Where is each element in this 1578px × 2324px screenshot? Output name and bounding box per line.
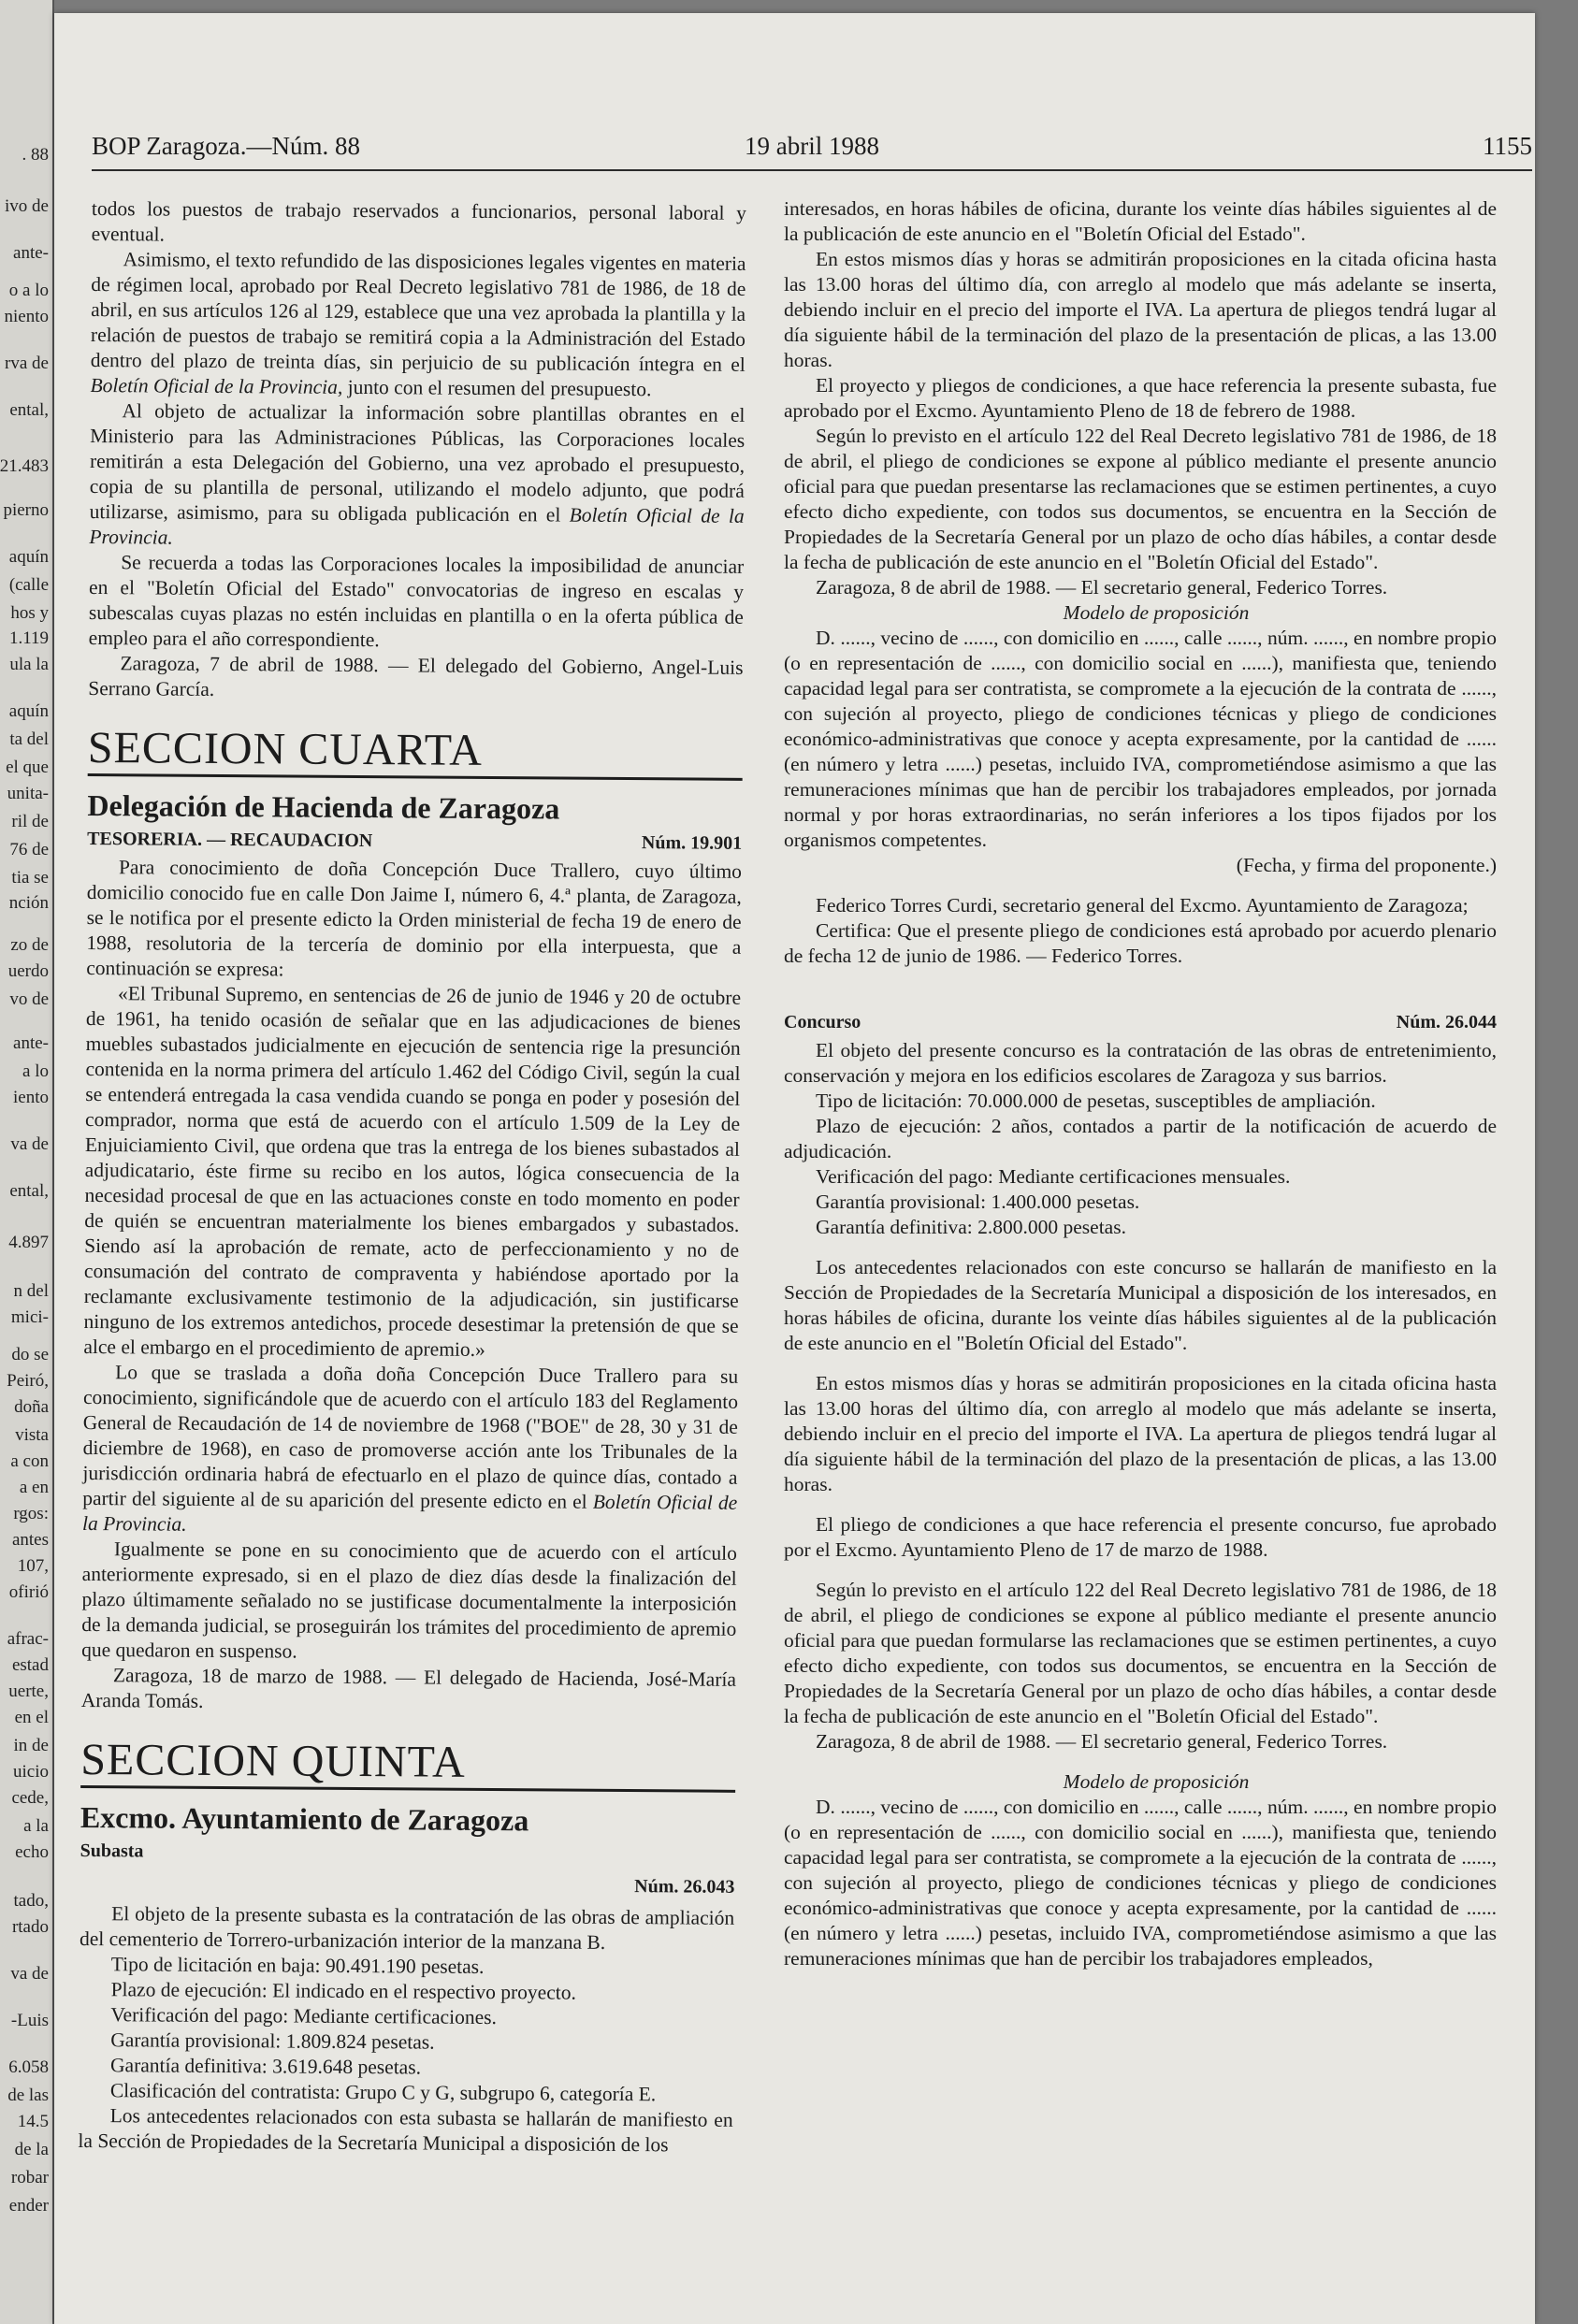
page-number: 1155 bbox=[1483, 132, 1532, 160]
left-column bbox=[78, 196, 746, 2158]
paragraph: El objeto del presente concurso es la contratación de las obras de entretenimiento, conservación y mejora en los edificios escolares de Zaragoza y sus barrios. bbox=[784, 1039, 1497, 1087]
paragraph: Asimismo, el texto refundido de las disposiciones legales vigentes en materia de régimen local, aprobado por Real Decreto legislativo 781 de 1986, de 18 de abril, en sus artículos 126 al 129, establece que una vez aprobada la plantilla y la relación de puestos de trabajo se remitirá copia a la Administración del Estado dentro del plazo de treinta días, sin perjuicio de su publicación íntegra en el Boletín Oficial de la Provincia, junto con el resumen del presupuesto. bbox=[90, 248, 746, 401]
margin-fragment: niento bbox=[4, 307, 49, 326]
paragraph: Según lo previsto en el artículo 122 del Real Decreto legislativo 781 de 1986, de 18 de abril, el pliego de condiciones se expone al público mediante el presente anuncio oficial para que puedan formularse las reclamaciones que se estimen pertinentes, a cuyo efecto dicho expediente, con todos sus documentos, se encuentra en la Sección de Propiedades de la Secretaría General por un plazo de ocho días hábiles, a contar desde la fecha de publicación de este anuncio en el "Boletín Oficial del Estado". bbox=[784, 1579, 1497, 1727]
margin-fragment: ril de bbox=[11, 812, 49, 831]
paragraph: Garantía provisional: 1.809.824 pesetas. bbox=[110, 2028, 435, 2054]
margin-fragment: ental, bbox=[9, 400, 49, 420]
margin-fragment: 21.483 bbox=[0, 456, 49, 476]
announcement-number: Núm. 26.043 bbox=[634, 1876, 735, 1898]
signature-line: Zaragoza, 18 de marzo de 1988. — El delegado de Hacienda, José-María Aranda Tomás. bbox=[80, 1664, 737, 1712]
margin-fragment: ental, bbox=[9, 1181, 49, 1201]
header-date: 19 abril 1988 bbox=[745, 132, 879, 160]
margin-fragment: tia se bbox=[11, 868, 49, 888]
subheading: TESORERIA. — RECAUDACION bbox=[87, 828, 373, 852]
signature-line: Zaragoza, 8 de abril de 1988. — El secretario general, Federico Torres. bbox=[816, 576, 1388, 599]
margin-fragment: ante- bbox=[13, 1033, 49, 1053]
section-heading-quinta: SECCION QUINTA bbox=[80, 1736, 735, 1793]
margin-fragment: a con bbox=[10, 1451, 49, 1471]
organization-heading: Excmo. Ayuntamiento de Zaragoza bbox=[80, 1799, 529, 1838]
margin-fragment: aquín bbox=[8, 701, 49, 721]
subheading: Subasta bbox=[80, 1840, 144, 1862]
subheading-line bbox=[80, 1839, 735, 1871]
paragraph: Se recuerda a todas las Corporaciones locales la imposibilidad de anunciar en el "Boletín Oficial del Estado" convocatorias de ingreso en escalas y subescalas cuyas plazas no estén incluidas en plantilla o en la oferta pública de empleo para el año correspondiente. bbox=[88, 551, 745, 652]
paragraph: Certifica: Que el presente pliego de condiciones está aprobado por acuerdo plenario de fecha 12 de junio de 1986. — Federico Torres. bbox=[784, 919, 1497, 967]
margin-fragment: el que bbox=[6, 758, 49, 777]
paragraph: Garantía definitiva: 3.619.648 pesetas. bbox=[109, 2054, 422, 2079]
paragraph: Para conocimiento de doña Concepción Duce Trallero, cuyo último domicilio conocido fue en calle Don Jaime I, número 6, 4.ª planta, de Zaragoza, se le notifica por el presente edicto la Orden ministerial de fecha 19 de enero de 1988, resolutoria de la tercería de dominio por ella interpuesta, que a continuación se expresa: bbox=[86, 856, 743, 981]
margin-fragment: 6.058 bbox=[8, 2057, 49, 2077]
margin-fragment: ofirió bbox=[8, 1582, 49, 1602]
paragraph: D. ......, vecino de ......, con domicilio en ......, calle ......, núm. ......, en nombre propio (o en representación de ......, con domicilio social en ......), manifiesta que, teniendo capacidad legal para ser contratista, se compromete a la ejecución de la contrata de ......, con sujeción al proyecto, pliego de condiciones técnicas y pliego de condiciones económico-administrativas que conoce y acepta expresamente, por la cantidad de ...... (en número y letra ......) pesetas, incluido IVA, comprometiéndose asimismo a que las remuneraciones mínimas que han de percibir los trabajadores empleados, por jornada normal y por horas extraordinarias, no serán inferiores a los tipos fijados por los organismos competentes. bbox=[784, 627, 1497, 851]
model-heading: Modelo de proposición bbox=[1063, 601, 1250, 624]
margin-fragment: Peiró, bbox=[7, 1371, 49, 1391]
margin-fragment: unita- bbox=[7, 784, 49, 803]
margin-fragment: 4.897 bbox=[8, 1233, 49, 1252]
margin-fragment: estad bbox=[11, 1655, 49, 1675]
paragraph: Plazo de ejecución: 2 años, contados a partir de la notificación de acuerdo de adjudicación. bbox=[784, 1115, 1497, 1162]
margin-fragment: afrac- bbox=[7, 1629, 49, 1649]
signature-placeholder: (Fecha, y firma del proponente.) bbox=[1236, 854, 1497, 876]
paragraph: Plazo de ejecución: El indicado en el respectivo proyecto. bbox=[110, 1978, 576, 2004]
margin-fragment: uerte, bbox=[8, 1682, 49, 1701]
document-page bbox=[54, 13, 1535, 2324]
margin-fragment: ta del bbox=[9, 729, 49, 749]
paragraph: Federico Torres Curdi, secretario general del Excmo. Ayuntamiento de Zaragoza; bbox=[816, 894, 1469, 917]
margin-fragment: -Luis bbox=[10, 2011, 49, 2030]
paragraph: Al objeto de actualizar la información sobre plantillas obrantes en el Ministerio para las Administraciones Públicas, las Corporaciones locales remitirán a esta Delegación del Gobierno, una vez aprobado el presupuesto, copia de su plantilla de personal, utilizando el modelo adjunto, que podrá utilizarse, asimismo, para su obligada publicación en el Boletín Oficial de la Provincia. bbox=[89, 399, 746, 549]
margin-fragment: de las bbox=[7, 2086, 49, 2105]
margin-fragment: 14.5 bbox=[17, 2112, 49, 2131]
paragraph: En estos mismos días y horas se admitirán proposiciones en la citada oficina hasta las 13.00 horas del último día, con arreglo al modelo que más adelante se inserta, debiendo incluir en el precio del importe el IVA. La apertura de pliegos tendrá lugar al día siguiente hábil de la terminación del plazo de la presentación de plicas, a las 13.00 horas. bbox=[784, 1372, 1497, 1495]
margin-fragment: mici- bbox=[10, 1307, 49, 1327]
paragraph: Tipo de licitación: 70.000.000 de pesetas, susceptibles de ampliación. bbox=[816, 1090, 1376, 1112]
margin-fragment: iento bbox=[13, 1088, 49, 1107]
subheading-line bbox=[784, 1010, 1497, 1038]
section-heading-cuarta: SECCION CUARTA bbox=[88, 724, 743, 781]
subheading: Concurso bbox=[784, 1012, 861, 1032]
paragraph: Igualmente se pone en su conocimiento que de acuerdo con el artículo anteriormente expresado, si en el plazo de diez días desde la finalización del plazo últimamente señalado no se justificase documentalmente la interposición de la demanda judicial, se proseguirán los trámites del procedimiento de apremio que quedaron en suspenso. bbox=[81, 1537, 737, 1663]
subheading-line bbox=[87, 827, 742, 859]
margin-fragment: hos y bbox=[10, 603, 49, 623]
margin-fragment: n del bbox=[13, 1281, 49, 1301]
margin-fragment: vo de bbox=[9, 989, 49, 1009]
margin-fragment: vista bbox=[15, 1425, 49, 1445]
paragraph: Tipo de licitación en baja: 90.491.190 pesetas. bbox=[110, 1953, 485, 1978]
paragraph: D. ......, vecino de ......, con domicilio en ......, calle ......, núm. ......, en nombre propio (o en representación de ......, con domicilio social en ......), manifiesta que, teniendo capacidad legal para ser contratista, se compromete a la ejecución de la contrata de ......, con sujeción al proyecto, pliego de condiciones técnicas y pliego de condiciones económico-administrativas que conoce y acepta expresamente, por la cantidad de ...... (en número y letra ......) pesetas, incluido IVA, comprometiéndose asimismo a que las remuneraciones mínimas que han de percibir los trabajadores empleados, bbox=[784, 1796, 1497, 1970]
margin-fragment: a en bbox=[19, 1478, 49, 1497]
margin-fragment: . 88 bbox=[22, 145, 49, 165]
margin-fragment: robar bbox=[10, 2168, 49, 2187]
signature-line: Zaragoza, 8 de abril de 1988. — El secretario general, Federico Torres. bbox=[816, 1730, 1388, 1753]
margin-fragment: (calle bbox=[8, 575, 49, 595]
margin-fragment: do se bbox=[11, 1345, 49, 1364]
announcement-number: Núm. 19.901 bbox=[641, 832, 743, 854]
page-header bbox=[92, 132, 1532, 171]
margin-fragment: antes bbox=[11, 1530, 49, 1550]
margin-fragment: pierno bbox=[3, 500, 49, 520]
margin-fragment: 76 de bbox=[9, 840, 49, 859]
margin-fragment: uerdo bbox=[7, 961, 49, 981]
paragraph: Según lo previsto en el artículo 122 del Real Decreto legislativo 781 de 1986, de 18 de abril, el pliego de condiciones se expone al público mediante el presente anuncio oficial para que puedan presentarse las reclamaciones que se estimen pertinentes, a cuyo efecto dicho expediente, con todos sus documentos, se encuentra en la Sección de Propiedades de la Secretaría General por un plazo de ocho días hábiles, a contar desde la fecha de publicación de este anuncio en el "Boletín Oficial del Estado". bbox=[784, 425, 1497, 573]
margin-fragment: cede, bbox=[11, 1788, 49, 1808]
paragraph: El objeto de la presente subasta es la contratación de las obras de ampliación del cementerio de Torrero-urbanización interior de la manzana B. bbox=[79, 1902, 735, 1954]
paragraph: Lo que se traslada a doña doña Concepción Duce Trallero para su conocimiento, significándole que de acuerdo con el artículo 183 del Reglamento General de Recaudación de 14 de noviembre de 1968 ("BOE" de 28, 30 y 31 de diciembre de 1968), en caso de promoverse acción ante los Tribunales de la jurisdicción ordinaria habrá de efectuarlo en el plazo de quince días, contado a partir del siguiente al de su aparición del presente edicto en el Boletín Oficial de la Provincia. bbox=[82, 1361, 739, 1536]
margin-fragment: 1.119 bbox=[8, 628, 49, 648]
margin-fragment: rtado bbox=[11, 1917, 49, 1937]
paragraph: Verificación del pago: Mediante certificaciones. bbox=[110, 2003, 498, 2029]
paragraph: El pliego de condiciones a que hace referencia el presente concurso, fue aprobado por el Excmo. Ayuntamiento Pleno de 17 de marzo de 1988. bbox=[784, 1513, 1497, 1561]
signature-line: Zaragoza, 7 de abril de 1988. — El delegado del Gobierno, Angel-Luis Serrano García. bbox=[88, 652, 744, 700]
organization-heading: Delegación de Hacienda de Zaragoza bbox=[87, 787, 560, 826]
paragraph: Los antecedentes relacionados con esta subasta se hallarán de manifiesto en la Sección de Propiedades de la Secretaría Municipal a disposición de los bbox=[78, 2104, 733, 2157]
margin-fragment: ante- bbox=[13, 243, 49, 263]
margin-fragment: va de bbox=[10, 1134, 49, 1154]
margin-fragment: a la bbox=[23, 1816, 49, 1836]
model-heading: Modelo de proposición bbox=[1063, 1770, 1250, 1793]
margin-fragment: tado, bbox=[13, 1891, 49, 1911]
margin-fragment: en el bbox=[14, 1708, 49, 1727]
paragraph: Garantía provisional: 1.400.000 pesetas. bbox=[816, 1191, 1140, 1213]
paragraph: «El Tribunal Supremo, en sentencias de 26 de junio de 1946 y 20 de octubre de 1961, ha tenido ocasión de señalar que en las adjudicaciones de bienes muebles subastados judicialmente en ejecución de sentencia rige la presunción contenida en la norma primera del artículo 1.462 del Código Civil, según la cual se entenderá entregada la casa vendida cuando se ponga en poder y posesión del comprador, norma que está de acuerdo con el artículo 1.509 de la Ley de Enjuiciamiento Civil, que ordena que tras la entrega de los bienes subastados al adjudicatario, éste firme su recibo en los autos, lógica consecuencia de la necesidad procesal de que en las actuaciones conste en todo momento en poder de quién se encuentran materialmente los bienes embargados y subastados. Siendo así la aprobación de remate, acto de perfeccionamiento y no de consumación del contrato de compraventa y habiéndose aportado por la reclamante exclusivamente testimonio de la adjudicación, sin justificarse ninguno de los extremos antedichos, procede desestimar la pretensión de que se alce el embargo en el procedimiento de apremio.» bbox=[83, 982, 742, 1361]
adjacent-page-margin bbox=[0, 0, 54, 2324]
paragraph: En estos mismos días y horas se admitirán proposiciones en la citada oficina hasta las 13.00 horas del último día, con arreglo al modelo que más adelante se inserta, debiendo incluir en el precio del importe el IVA. La apertura de pliegos tendrá lugar al día siguiente hábil de la terminación del plazo de la presentación de plicas, a las 13.00 horas. bbox=[784, 248, 1497, 371]
margin-fragment: ender bbox=[8, 2196, 49, 2216]
margin-fragment: 107, bbox=[17, 1556, 49, 1576]
paragraph: Verificación del pago: Mediante certificaciones mensuales. bbox=[816, 1165, 1291, 1188]
right-column bbox=[784, 196, 1497, 1971]
paragraph: todos los puestos de trabajo reservados a funcionarios, personal laboral y eventual. bbox=[91, 196, 746, 246]
announcement-number: Núm. 26.044 bbox=[1396, 1012, 1497, 1032]
margin-fragment: rva de bbox=[5, 354, 49, 373]
margin-fragment: va de bbox=[10, 1964, 49, 1984]
margin-fragment: ula la bbox=[9, 655, 49, 674]
margin-fragment: ivo de bbox=[5, 196, 49, 216]
header-publication: BOP Zaragoza.—Núm. 88 bbox=[92, 132, 360, 160]
paragraph: El proyecto y pliegos de condiciones, a que hace referencia la presente subasta, fue aprobado por el Excmo. Ayuntamiento Pleno de 18 de febrero de 1988. bbox=[784, 374, 1497, 422]
margin-fragment: in de bbox=[13, 1736, 49, 1755]
margin-fragment: zo de bbox=[10, 935, 49, 955]
margin-fragment: uicio bbox=[13, 1762, 49, 1782]
margin-fragment: echo bbox=[15, 1842, 49, 1862]
margin-fragment: rgos: bbox=[13, 1504, 49, 1523]
paragraph: Clasificación del contratista: Grupo C y G, subgrupo 6, categoría E. bbox=[109, 2079, 657, 2106]
paragraph: Los antecedentes relacionados con este concurso se hallarán de manifiesto en la Sección de Propiedades de la Secretaría Municipal a disposición de los interesados, en horas hábiles de oficina, durante los veinte días hábiles siguientes al de la publicación de este anuncio en el "Boletín Oficial del Estado". bbox=[784, 1256, 1497, 1354]
paragraph: interesados, en horas hábiles de oficina, durante los veinte días hábiles siguientes al de la publicación de este anuncio en el "Boletín Oficial del Estado". bbox=[784, 197, 1497, 245]
margin-fragment: o a lo bbox=[8, 281, 49, 300]
margin-fragment: a lo bbox=[22, 1061, 49, 1081]
margin-fragment: aquín bbox=[8, 547, 49, 567]
margin-fragment: nción bbox=[8, 893, 49, 913]
margin-fragment: doña bbox=[14, 1397, 49, 1417]
margin-fragment: de la bbox=[14, 2140, 49, 2159]
paragraph: Garantía definitiva: 2.800.000 pesetas. bbox=[816, 1216, 1126, 1238]
